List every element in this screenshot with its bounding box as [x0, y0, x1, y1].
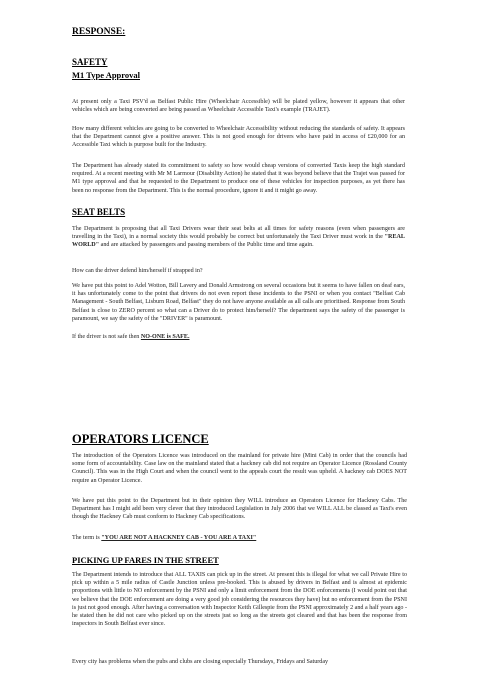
no-one-is-safe-emphasis: NO-ONE is SAFE.: [140, 334, 190, 340]
picking-up-paragraph-1: The Department intends to introduce that ALL TAXIS can pick up in the street. At present this is illegal for what we call Private Hire to pick up within a 5 mile radius of Castle Junction unless pre-booked. This is abused by drivers in Belfast and is almost at epidemic proportions with little to NO enforcement by the PSNI and only a limit enforcement from the DOE enforcements (I would point out that we believe that the DOE enforcement are doing a very good job considering the resources they have) but no enforcement from the PSNI is just not good enough. After having a conversation with Inspector Keith Gillespie from the PSNI approximately 2 and a half years ago - he stated then he did not care who picked up on the streets just so long as the streets got cleared and that has been the response from inspectors in South Belfast ever since.: [72, 572, 407, 628]
operators-p3-text: The term is: [72, 535, 102, 541]
seat-belts-paragraph-3: We have put this point to Adel Wotton, Bill Lavery and Donald Armstrong on several occasions but it seems to have fallen on deaf ears, it has unfortunately come to the point that drivers do not even report these incidents to the PSNI or when you contact "Belfast Cab Management - South Belfast, Lisburn Road, Belfast" they do not have anyone available as all calls are prioritised. Response from South Belfast is close to ZERO percent so what can a Driver do to protect him/herself? The department says the safety of the passenger is paramount, we say the safety of the "DRIVER" is paramount.: [72, 283, 405, 322]
safety-paragraph-1: At present only a Taxi PSV'd as Belfast Public Hire (Wheelchair Accessible) will be plated yellow, however it appears that other vehicles which are being converted are being passed as Wheelchair Accessible Taxi's example (TRAJET).: [72, 99, 405, 114]
seat-belts-question: How can the driver defend him/herself if strapped in?: [72, 268, 203, 274]
seat-belts-p1-text-a: The Department is proposing that all Taxi Drivers wear their seat belts at all times for safety reasons (even when passengers are travelling in the Taxi), in a normal society this would probably be correct but unfortunately the Taxi Driver must work in the: [72, 226, 405, 241]
operators-licence-heading: OPERATORS LICENCE: [72, 432, 209, 446]
operators-paragraph-2: We have put this point to the Department but in their opinion they WILL introduce an Operators Licence for Hackney Cabs. The Department has I might add been very clever that they introduced Legislation in July 2006 that we WILL ALL be classed as Taxi's even though the Hackney Cab must conform to Hackney Cab specifications.: [72, 498, 407, 521]
safety-paragraph-2: How many different vehicles are going to be converted to Wheelchair Accessibility without reducing the standards of safety. It appears that the Department cannot give a positive answer. This is not good enough for drivers who have paid in access of £20,000 for an Accessible Taxi which is purpose built for the Industry.: [72, 126, 405, 149]
seat-belts-paragraph-4: [72, 333, 189, 341]
seat-belts-p1-text-b: and are attacked by passengers and passing members of the Public time and time again.: [99, 242, 314, 249]
safety-paragraph-3: The Department has already stated its commitment to safety so how would cheap versions of converted Taxis keep the high standard required. At a recent meeting with Mr M Larmour (Disability Action) he stated that it was beyond believe that the Trajet was passed for M1 type approval and that he requested to the Department to produce one of these vehicles for inspection purposes, as yet there has been no response from the Department. This is the normal procedure, ignore it and it might go away.: [72, 163, 405, 194]
real-world-emphasis: "REAL WORLD": [72, 234, 405, 249]
not-a-hackney-cab-emphasis: "YOU ARE NOT A HACKNEY CAB - YOU ARE A TAXI": [101, 535, 257, 541]
seat-belts-p4-text: If the driver is not safe then: [72, 334, 141, 340]
seat-belts-heading: SEAT BELTS: [72, 207, 126, 217]
operators-paragraph-3: [72, 534, 256, 542]
picking-up-paragraph-2: Every city has problems when the pubs and clubs are closing especially Thursdays, Fridays and Saturday: [72, 659, 329, 665]
seat-belts-paragraph-1: [72, 225, 405, 250]
response-heading: RESPONSE:: [72, 27, 126, 37]
operators-paragraph-1: The introduction of the Operators Licence was introduced on the mainland for private hire (Mini Cab) in order that the councils had some form of accountability. Case law on the mainland stated that a hackney cab did not require an Operator Licence (Rossland County Council). This was in the High Court and when the council went to the appeals court the result was upheld. A hackney cab DOES NOT require an Operator Licence.: [72, 453, 407, 484]
safety-heading: SAFETY: [72, 57, 108, 67]
m1-type-approval-subheading: M1 Type Approval: [72, 70, 141, 80]
picking-up-fares-heading: PICKING UP FARES IN THE STREET: [72, 555, 219, 565]
